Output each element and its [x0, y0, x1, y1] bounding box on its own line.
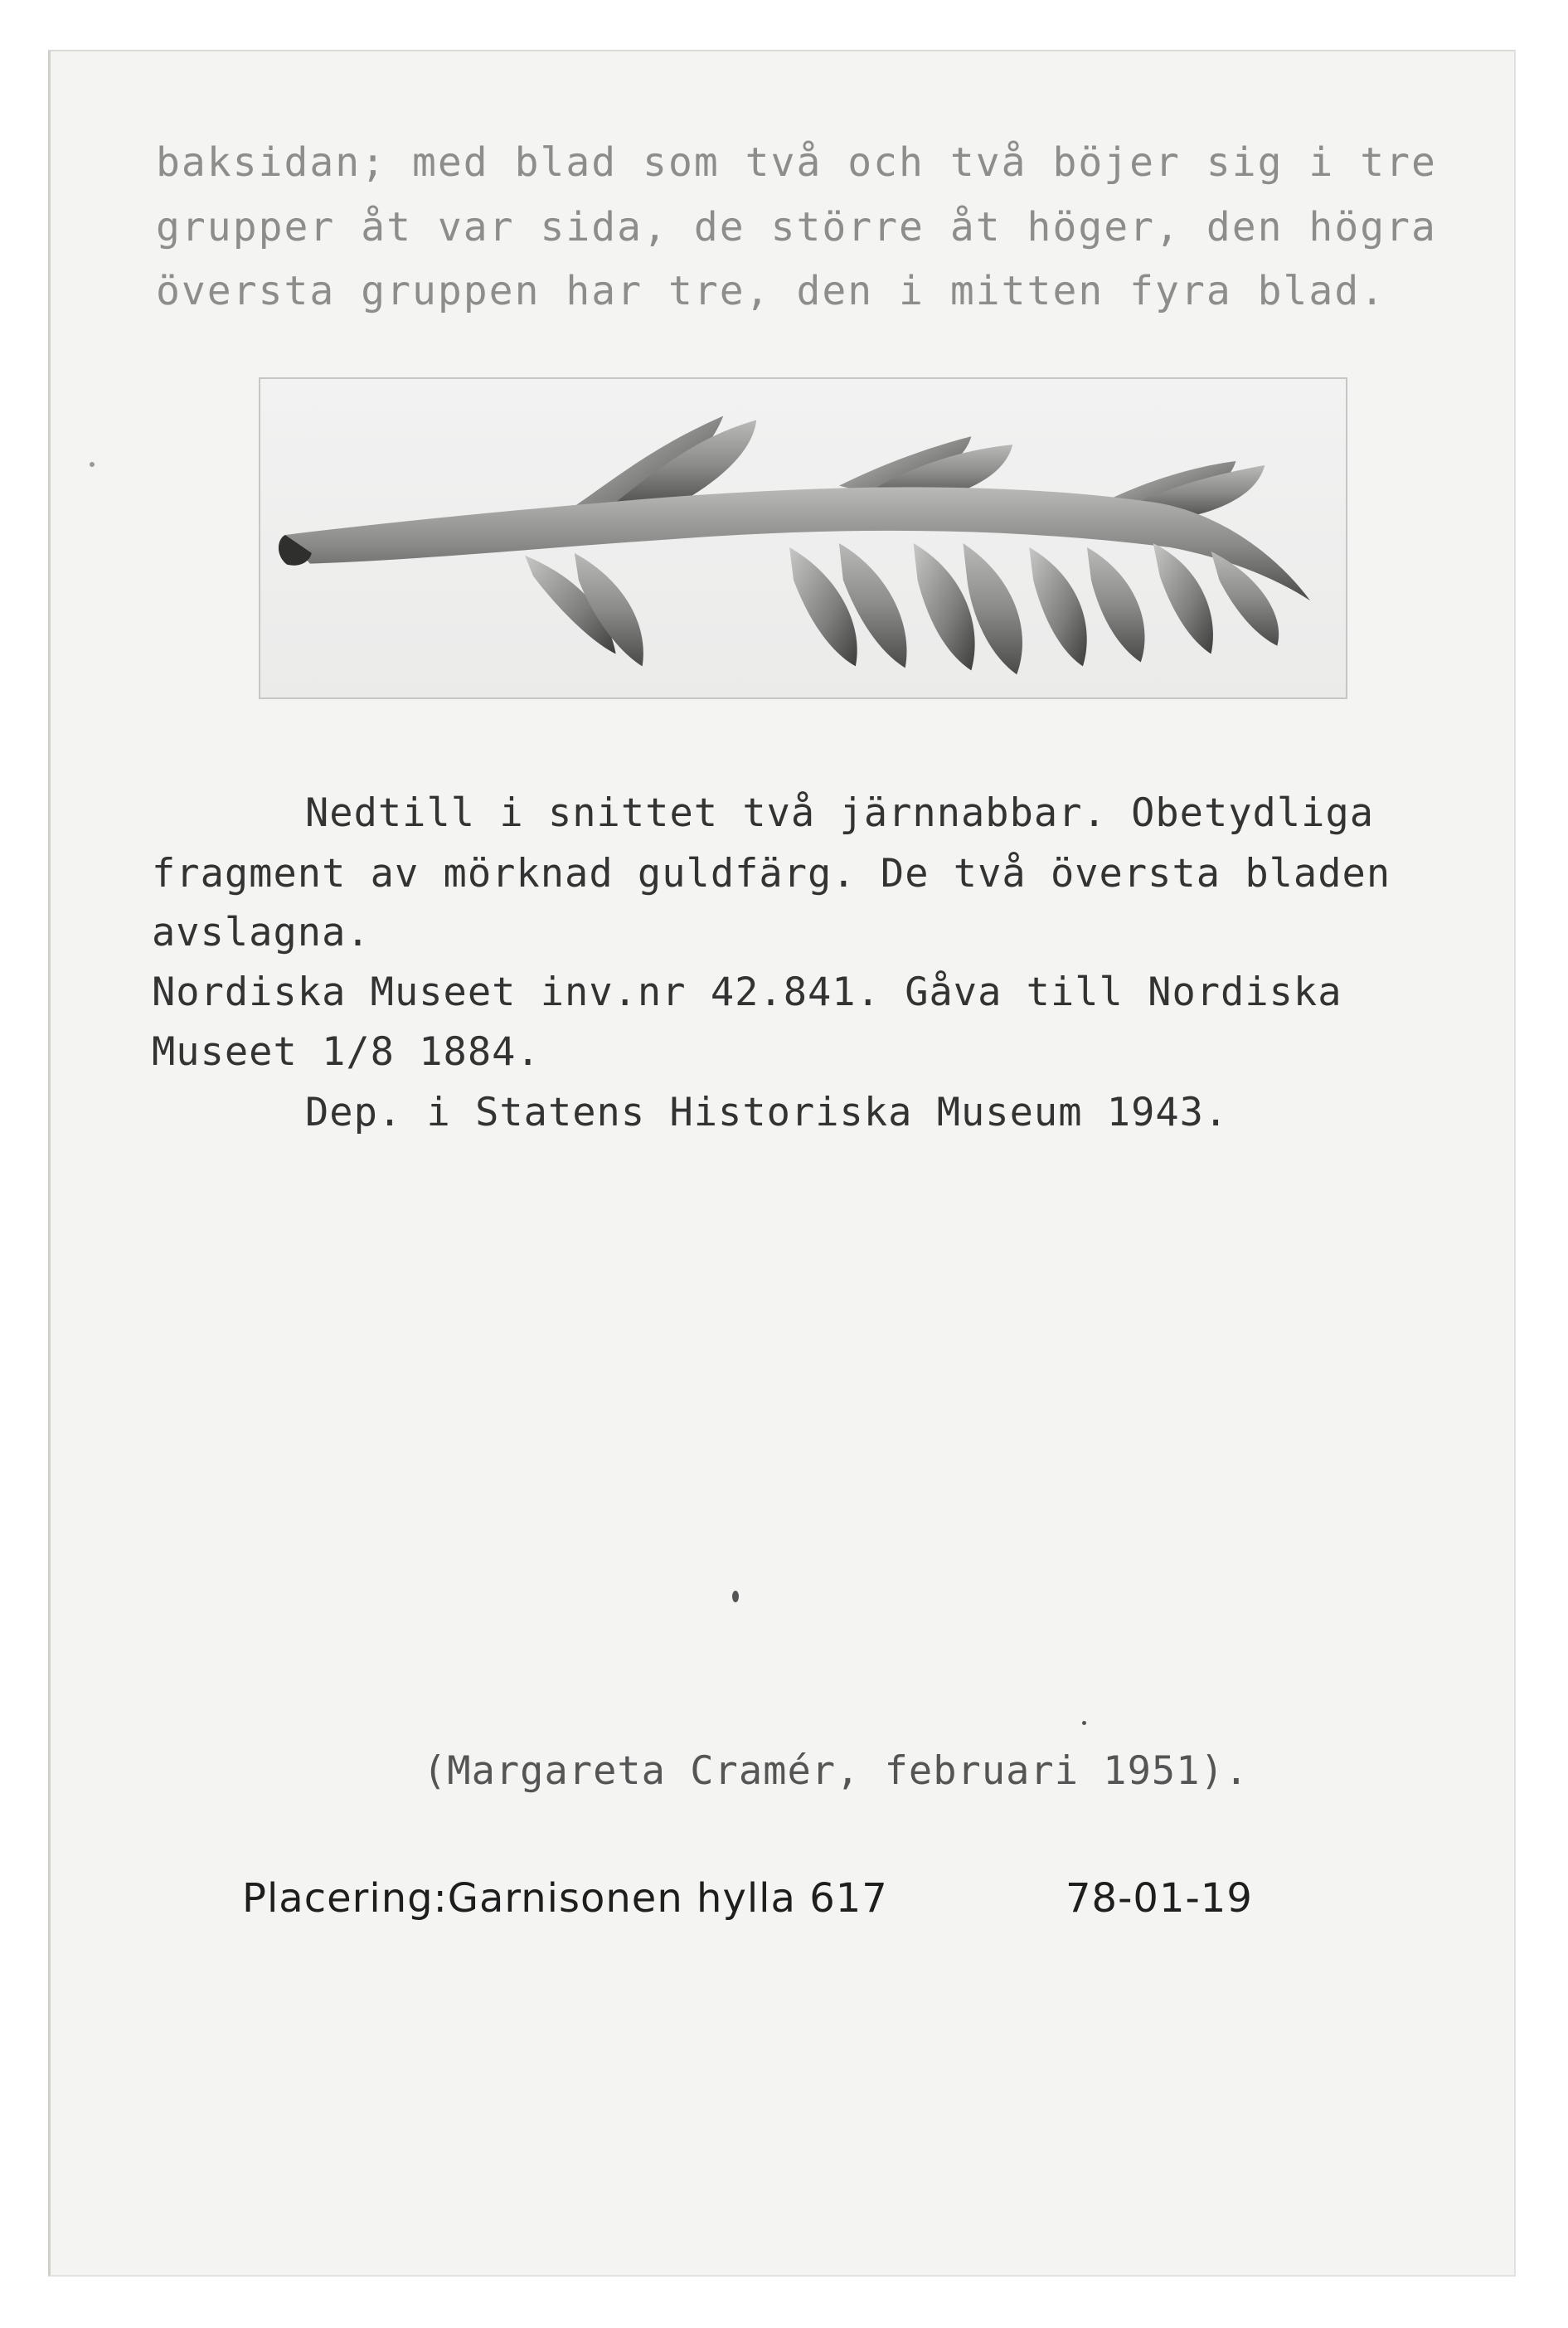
body-line-4: Nordiska Museet inv.nr 42.841. Gåva till Nordiska	[152, 970, 1342, 1015]
object-photograph	[259, 377, 1347, 699]
body-line-1: Nedtill i snittet två järnnabbar. Obetydliga	[305, 790, 1375, 836]
ink-speck	[90, 462, 95, 467]
header-line-3: översta gruppen har tre, den i mitten fyra blad.	[156, 268, 1386, 314]
body-line-2: fragment av mörknad guldfärg. De två översta bladen	[152, 851, 1391, 897]
carved-leaf-ornament-image	[260, 379, 1346, 697]
body-line-5: Museet 1/8 1884.	[152, 1029, 541, 1075]
placement-label: Placering:Garnisonen hylla 617	[242, 1875, 888, 1922]
body-line-3: avslagna.	[152, 910, 371, 955]
placement-date: 78-01-19	[1066, 1875, 1253, 1922]
ink-speck	[732, 1591, 739, 1602]
header-line-1: baksidan; med blad som två och två böjer sig i tre	[156, 139, 1437, 186]
header-line-2: grupper åt var sida, de större åt höger, den högra	[156, 204, 1437, 250]
author-signature-line: (Margareta Cramér, februari 1951).	[423, 1748, 1250, 1794]
ink-speck	[1082, 1721, 1086, 1725]
body-line-6: Dep. i Statens Historiska Museum 1943.	[305, 1090, 1229, 1135]
